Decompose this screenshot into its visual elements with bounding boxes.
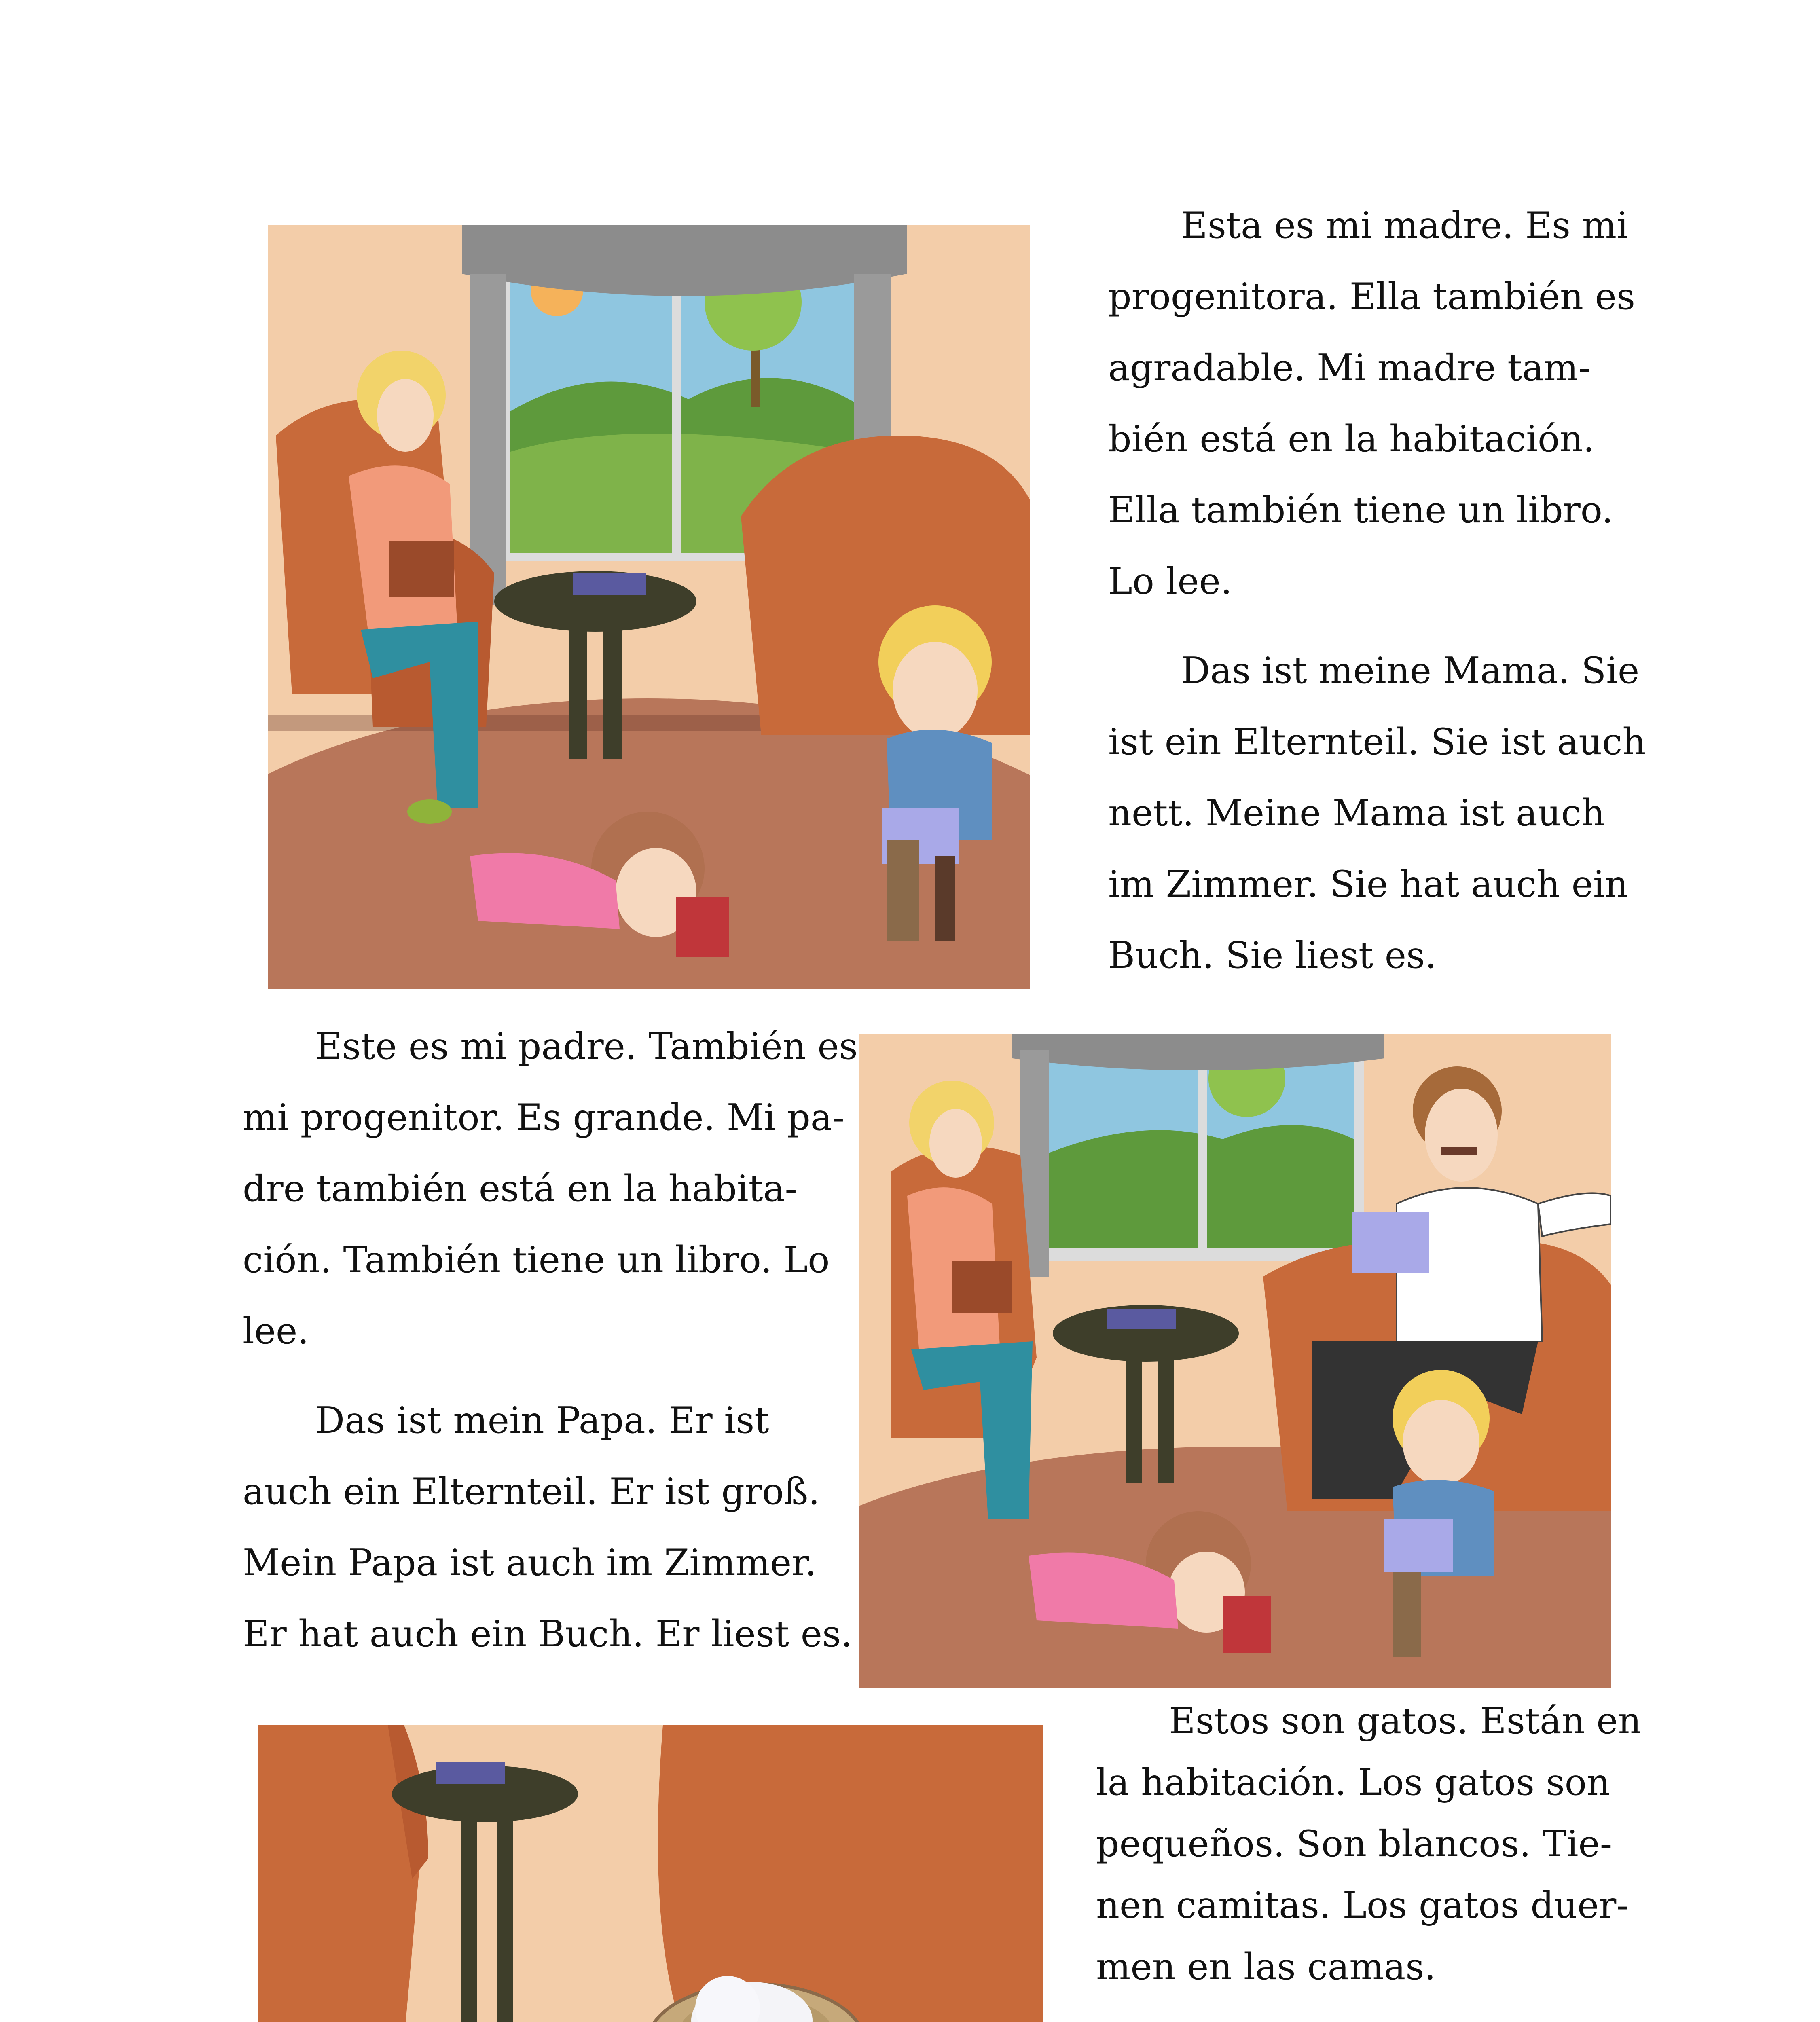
text-line: progenitora. Ella también es: [1108, 275, 1636, 318]
text-line: Estos son gatos. Están en: [1169, 1700, 1642, 1742]
text-line: nett. Meine Mama ist auch: [1108, 792, 1605, 834]
paragraph-spanish: [243, 1011, 858, 1367]
text-line: Lo lee.: [1108, 560, 1232, 603]
text-line: Das ist mein Papa. Er ist: [315, 1399, 769, 1442]
text-line: Esta es mi madre. Es mi: [1181, 204, 1628, 247]
text-line: im Zimmer. Sie hat auch ein: [1108, 863, 1628, 905]
text-line: lee.: [243, 1310, 309, 1352]
text-block-father: [243, 1011, 858, 1688]
text-line: ción. También tiene un libro. Lo: [243, 1239, 830, 1281]
text-line: Buch. Sie liest es.: [1108, 934, 1437, 977]
text-line: Ella también tiene un libro.: [1108, 489, 1613, 531]
text-line: mi progenitor. Es grande. Mi pa-: [243, 1096, 844, 1139]
text-line: Er hat auch ein Buch. Er liest es.: [243, 1613, 853, 1655]
text-line: Mein Papa ist auch im Zimmer.: [243, 1542, 817, 1584]
paragraph-german: [243, 1385, 858, 1670]
text-line: bién está en la habitación.: [1108, 418, 1595, 460]
paragraph-spanish: [1108, 190, 1646, 617]
text-line: auch ein Elternteil. Er ist groß.: [243, 1470, 820, 1513]
text-line: la habitación. Los gatos son: [1096, 1761, 1610, 1804]
text-line: nen camitas. Los gatos duer-: [1096, 1884, 1629, 1927]
text-line: men en las camas.: [1096, 1946, 1436, 1988]
text-line: pequeños. Son blancos. Tie-: [1096, 1823, 1613, 1865]
text-line: Este es mi padre. También es: [315, 1025, 858, 1068]
text-line: [1096, 2018, 1663, 2022]
text-line: ist ein Elternteil. Sie ist auch: [1108, 721, 1646, 763]
paragraph-german: [1096, 2018, 1663, 2022]
paragraph-spanish: [1096, 1690, 1663, 1998]
illustration-sleeping-cats: [258, 1725, 1043, 2022]
text-line: dre también está en la habita-: [243, 1168, 797, 1210]
illustration-family-reading: [859, 1034, 1611, 1688]
text-block-mother: [1108, 190, 1646, 1009]
text-block-cats: [1096, 1690, 1663, 2022]
text-line: Das ist meine Mama. Sie: [1181, 649, 1640, 692]
illustration-mother-reading: [268, 225, 1030, 989]
paragraph-german: [1108, 635, 1646, 991]
text-line: agradable. Mi madre tam-: [1108, 347, 1591, 389]
